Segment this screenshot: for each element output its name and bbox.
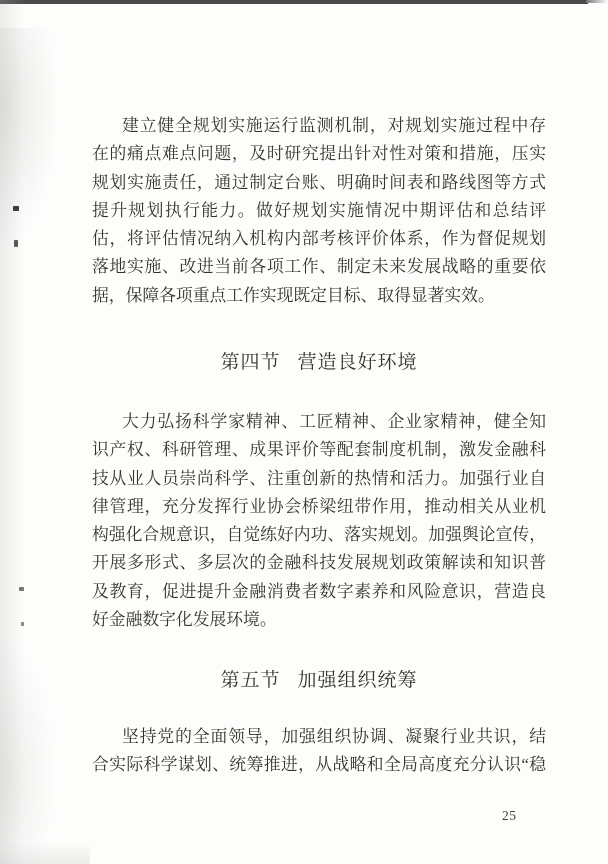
text-line: 好金融数字化发展环境。 (92, 610, 277, 630)
text-line: 据，保障各项重点工作实现既定目标、取得显著实效。 (92, 285, 495, 305)
text-line: 构强化合规意识，自觉练好内功、落实规划。加强舆论宣传， (92, 525, 546, 545)
text-line: 开展多形式、多层次的金融科技发展规划政策解读和知识普 (92, 553, 546, 573)
text-line: 大力弘扬科学家精神、工匠精神、企业家精神，健全知 (122, 412, 546, 431)
paragraph-organizational-coordination (92, 723, 546, 780)
ink-speck (21, 622, 24, 626)
text-line: 规划实施责任，通过制定台账、明确时间表和路线图等方式 (92, 172, 546, 192)
text-line: 在的痛点难点问题，及时研究提出针对性对策和措施，压实 (92, 144, 546, 164)
section-heading-4 (92, 347, 546, 374)
ink-speck (13, 206, 19, 211)
text-line: 落地实施、改进当前各项工作、制定未来发展战略的重要依 (92, 257, 546, 277)
section-heading-5 (92, 665, 546, 692)
text-line: 估，将评估情况纳入机构内部考核评价体系，作为督促规划 (92, 229, 546, 249)
section-heading-label: 第五节 (220, 670, 281, 691)
scan-artifact-bottom-smudge (0, 842, 90, 864)
paragraph-favorable-environment (92, 408, 546, 634)
ink-speck (14, 240, 18, 247)
section-heading-label: 第四节 (220, 352, 281, 373)
page-number: 25 (502, 808, 517, 823)
text-line: 及教育，促进提升金融消费者数字素养和风险意识，营造良 (92, 581, 546, 601)
scan-artifact-bottom-left-smudge (0, 640, 55, 864)
text-line: 律管理，充分发挥行业协会桥梁纽带作用，推动相关从业机 (92, 496, 546, 516)
scan-artifact-top-edge-fade (586, 0, 608, 3)
text-line: 技从业人员崇尚科学、注重创新的热情和活力。加强行业自 (92, 468, 546, 488)
text-line: 建立健全规划实施运行监测机制，对规划实施过程中存 (122, 116, 546, 135)
section-heading-title: 营造良好环境 (297, 352, 418, 373)
scan-artifact-top-edge (0, 0, 588, 4)
ink-speck (19, 587, 24, 591)
scan-artifact-top-left-smudge (0, 28, 60, 248)
text-line: 合实际科学谋划、统筹推进，从战略和全局高度充分认识“稳 (92, 755, 546, 775)
text-line: 坚持党的全面领导，加强组织协调、凝聚行业共识，结 (122, 727, 546, 746)
paragraph-plan-implementation-monitoring (92, 112, 546, 310)
text-line: 识产权、科研管理、成果评价等配套制度机制，激发金融科 (92, 440, 546, 460)
text-line: 提升规划执行能力。做好规划实施情况中期评估和总结评 (92, 200, 546, 220)
section-heading-title: 加强组织统筹 (297, 670, 418, 691)
